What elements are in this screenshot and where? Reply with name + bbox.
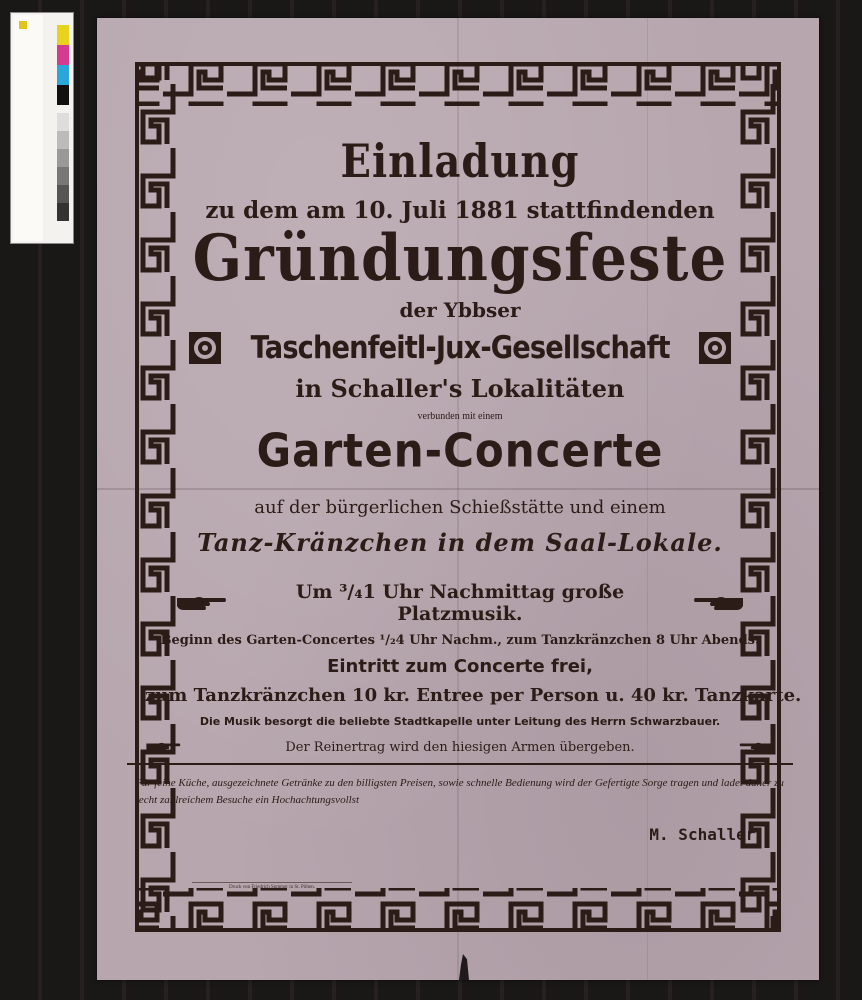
swatch-gray-1 (57, 113, 69, 131)
swatch-gray-3 (57, 149, 69, 167)
divider (127, 763, 793, 765)
society-row (135, 330, 785, 366)
poster-title: Einladung (340, 134, 580, 189)
verbunden-line: verbunden mit einem (417, 411, 503, 422)
swatch-cyan (57, 65, 69, 85)
archive-logo-icon (19, 21, 27, 29)
reinertrag-row (145, 739, 775, 755)
price-line: zum Tanzkränzchen 10 kr. Entree per Person u. 40 kr. Tanzkarte. (145, 685, 802, 706)
venue-line: in Schaller's Lokalitäten (295, 374, 625, 403)
swatch-magenta (57, 45, 69, 65)
poster-sheet (97, 18, 819, 980)
swatch-black (57, 85, 69, 105)
eintritt-line: Eintritt zum Concerte frei, (327, 656, 593, 677)
swatch-gray-5 (57, 185, 69, 203)
swatch-yellow (57, 25, 69, 45)
concert-headline: Garten-Concerte (256, 423, 664, 478)
auf-line: auf der bürgerlichen Schießstätte und einem (254, 497, 666, 518)
date-line: zu dem am 10. Juli 1881 stattfindenden (205, 197, 715, 224)
um-row (175, 581, 745, 625)
tanz-line: Tanz-Kränzchen in dem Saal-Lokale. (197, 528, 723, 557)
poster-text (135, 128, 802, 844)
swatch-gray-4 (57, 167, 69, 185)
der-line: der Ybbser (399, 298, 521, 322)
rosette-ornament-icon (188, 331, 222, 365)
headline: Gründungsfeste (192, 220, 728, 296)
pointing-hand-icon (145, 739, 181, 755)
printer-imprint: Druck von Friedrich Sommer in St. Pölten. (192, 882, 352, 890)
pointing-hand-icon (739, 739, 775, 755)
color-calibration-strip (10, 12, 74, 244)
swatch-gray-2 (57, 131, 69, 149)
reinertrag-line: Der Reinertrag wird den hiesigen Armen übergeben. (285, 739, 635, 755)
pointing-hand-icon (693, 592, 745, 614)
fuer-text: Für feine Küche, ausgezeichnete Getränke zu den billigsten Preisen, sowie schnelle Bedienung wird der Gefertigte Sorge tragen und ladet daher zu recht zahlreichem Besuche ein Hochachtungsvollst (135, 777, 784, 806)
rosette-ornament-icon (698, 331, 732, 365)
calibration-label (13, 15, 43, 241)
um-line: Um ³/₄1 Uhr Nachmittag große Platzmusik. (295, 581, 625, 625)
beginn-line: Beginn des Garten-Concertes ¹/₂4 Uhr Nachm., zum Tanzkränzchen 8 Uhr Abends. (160, 633, 760, 648)
society-name: Taschenfeitl-Jux-Gesellschaft (250, 330, 670, 366)
pointing-hand-icon (175, 592, 227, 614)
signature: M. Schaller. (649, 825, 765, 844)
musik-line: Die Musik besorgt die beliebte Stadtkapelle unter Leitung des Herrn Schwarzbauer. (199, 715, 721, 728)
swatch-gray-6 (57, 203, 69, 221)
